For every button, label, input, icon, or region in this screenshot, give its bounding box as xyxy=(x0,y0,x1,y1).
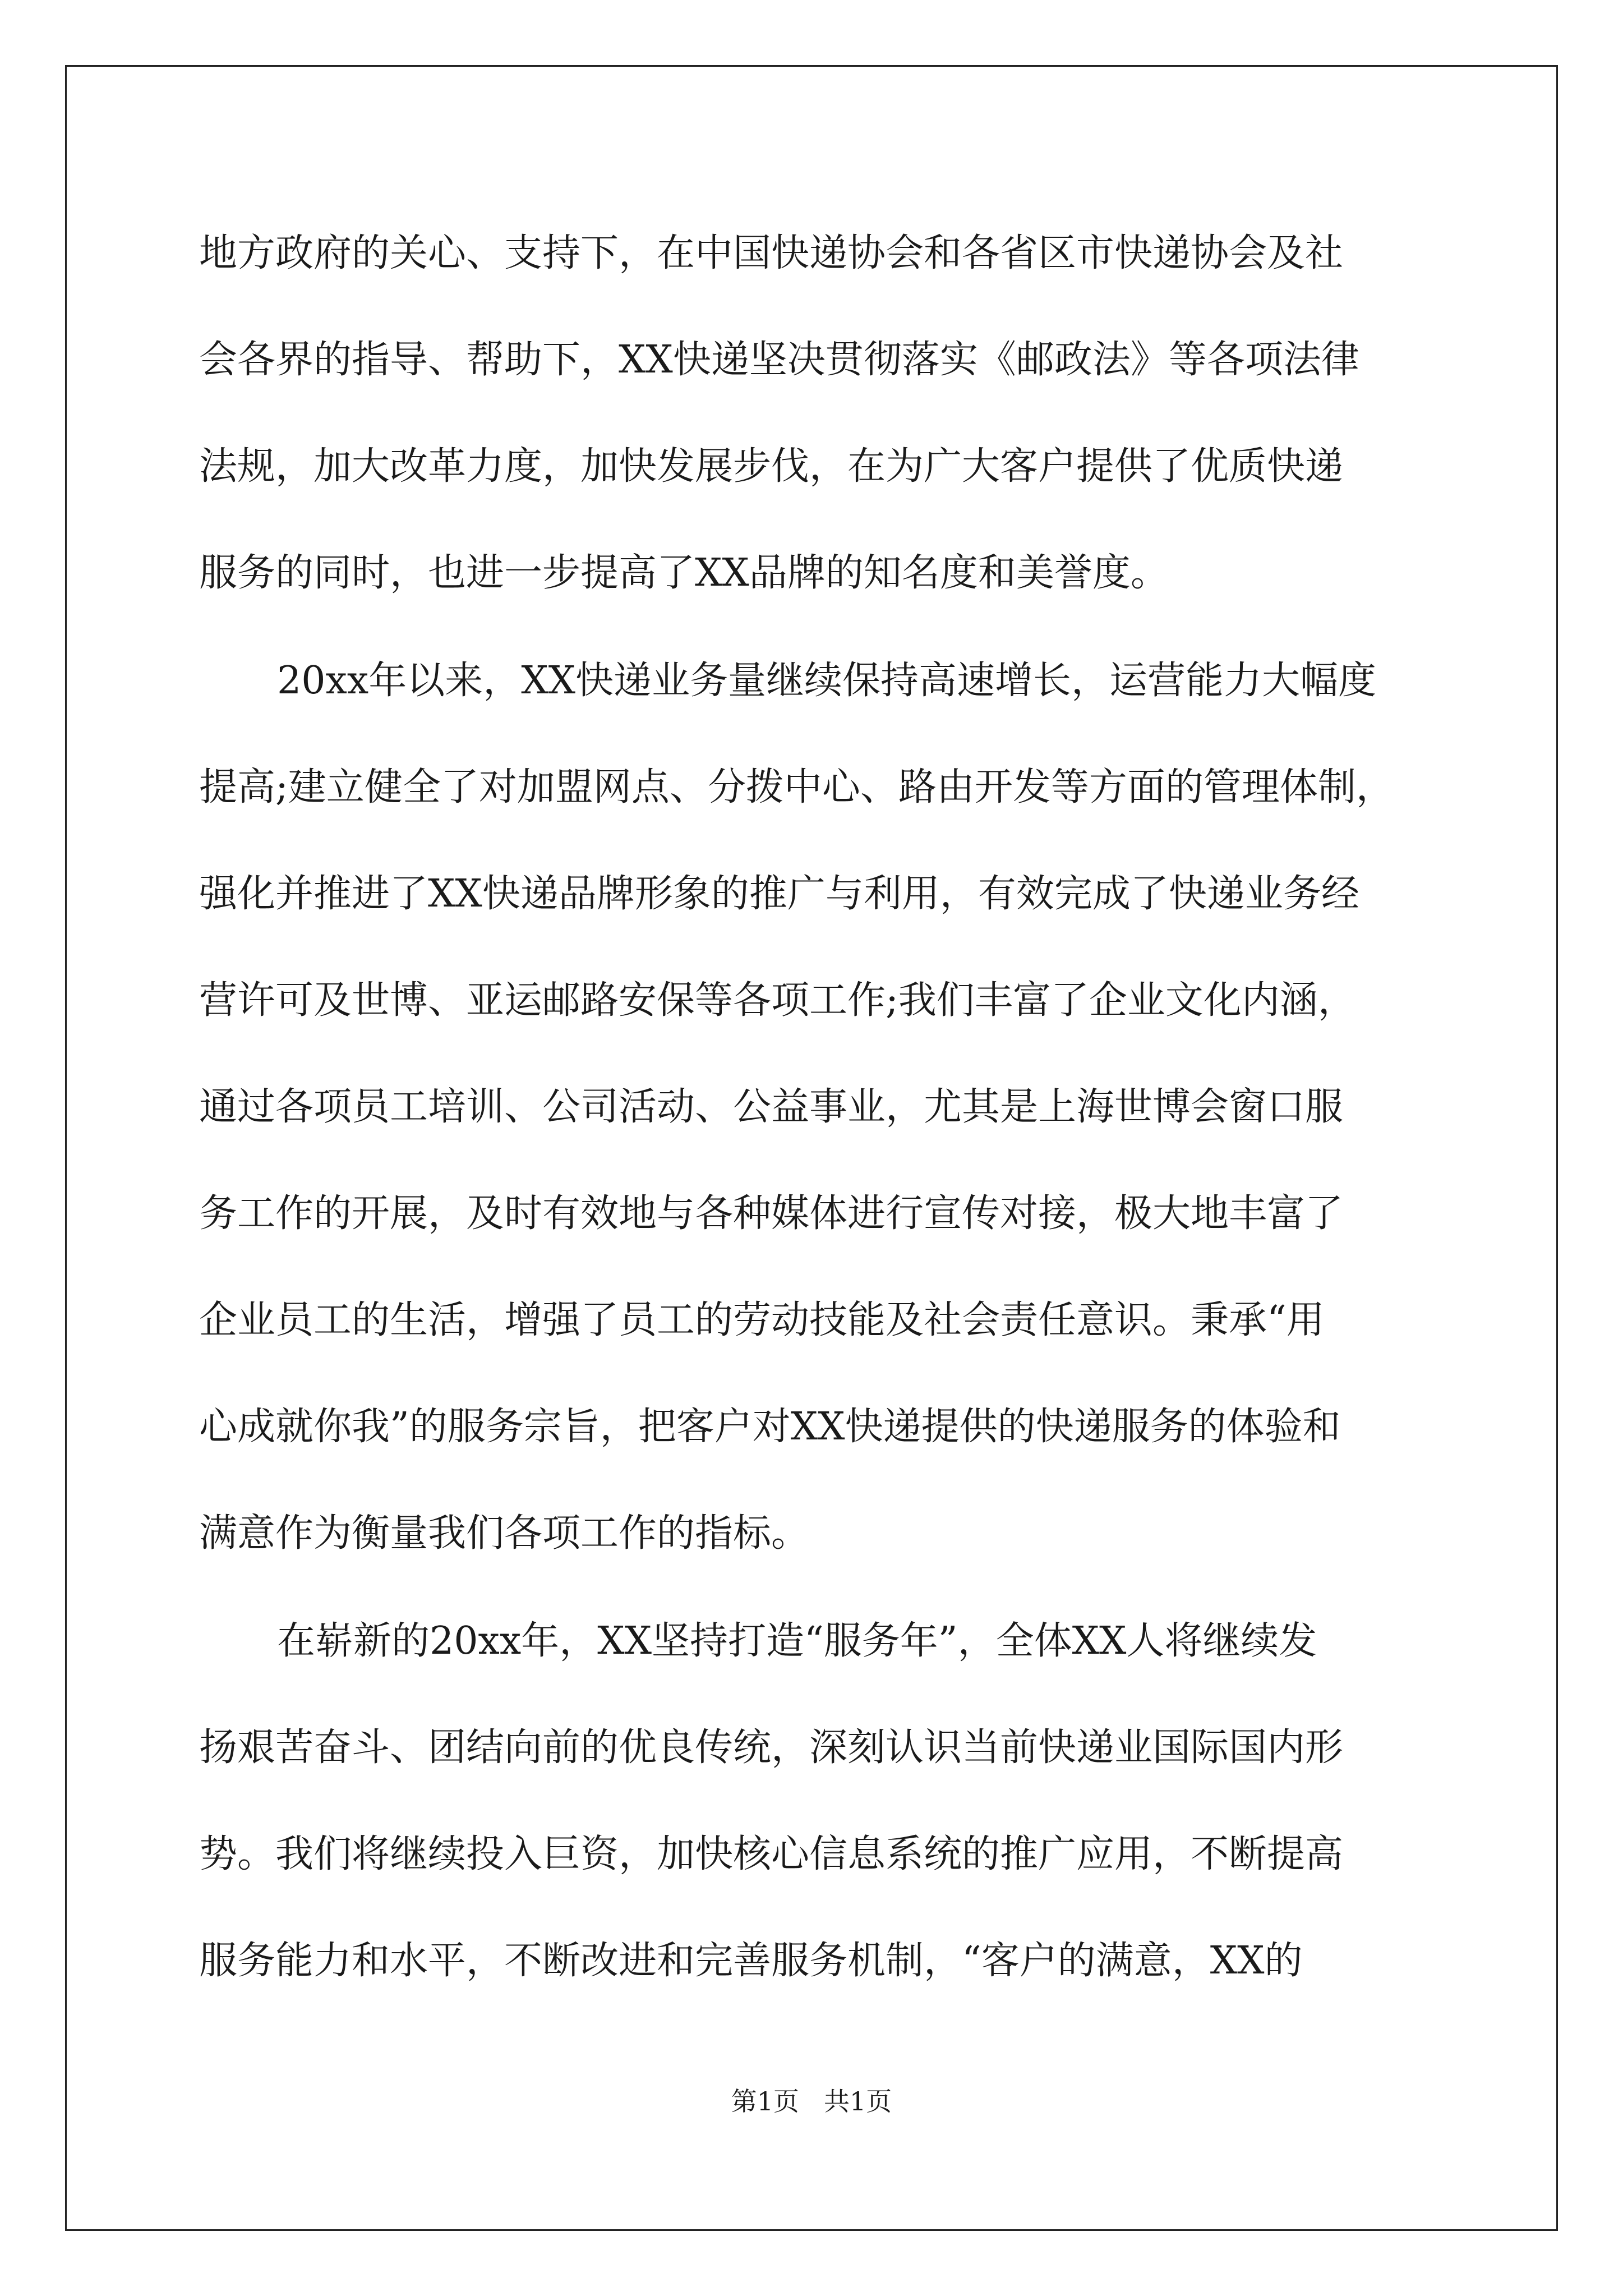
body-line: 服务的同时，也进一步提高了XX品牌的知名度和美誉度。 xyxy=(199,551,1169,595)
body-line: 势。我们将继续投入巨资，加快核心信息系统的推广应用，不断提高 xyxy=(199,1832,1344,1876)
body-line: 强化并推进了XX快递品牌形象的推广与利用，有效完成了快递业务经 xyxy=(199,872,1359,916)
body-line: 通过各项员工培训、公司活动、公益事业，尤其是上海世博会窗口服 xyxy=(199,1085,1344,1129)
page-border xyxy=(65,65,1558,2231)
body-line: 提高;建立健全了对加盟网点、分拨中心、路由开发等方面的管理体制， xyxy=(199,765,1394,809)
body-line: 地方政府的关心、支持下，在中国快递协会和各省区市快递协会及社 xyxy=(199,231,1344,275)
body-line: 心成就你我”的服务宗旨，把客户对XX快递提供的快递服务的体验和 xyxy=(199,1405,1341,1449)
body-line: 满意作为衡量我们各项工作的指标。 xyxy=(199,1511,810,1556)
body-line: 扬艰苦奋斗、团结向前的优良传统，深刻认识当前快递业国际国内形 xyxy=(199,1726,1344,1770)
page-footer xyxy=(0,2086,1623,2117)
page-number: 第1页 xyxy=(731,2086,799,2116)
body-line: 会各界的指导、帮助下，XX快递坚决贯彻落实《邮政法》等各项法律 xyxy=(199,338,1359,382)
body-line: 营许可及世博、亚运邮路安保等各项工作;我们丰富了企业文化内涵， xyxy=(199,978,1356,1023)
page-total: 共1页 xyxy=(824,2086,892,2116)
body-line: 务工作的开展，及时有效地与各种媒体进行宣传对接，极大地丰富了 xyxy=(199,1191,1344,1236)
body-line: 法规，加大改革力度，加快发展步伐，在为广大客户提供了优质快递 xyxy=(199,444,1344,489)
body-line: 服务能力和水平，不断改进和完善服务机制，“客户的满意，XX的 xyxy=(199,1939,1303,1983)
body-line: 企业员工的生活，增强了员工的劳动技能及社会责任意识。秉承“用 xyxy=(199,1298,1325,1342)
paragraph-first-line: 在崭新的20xx年，XX坚持打造“服务年”，全体XX人将继续发 xyxy=(277,1619,1317,1663)
paragraph-first-line: 20xx年以来，XX快递业务量继续保持高速增长，运营能力大幅度 xyxy=(277,659,1377,703)
